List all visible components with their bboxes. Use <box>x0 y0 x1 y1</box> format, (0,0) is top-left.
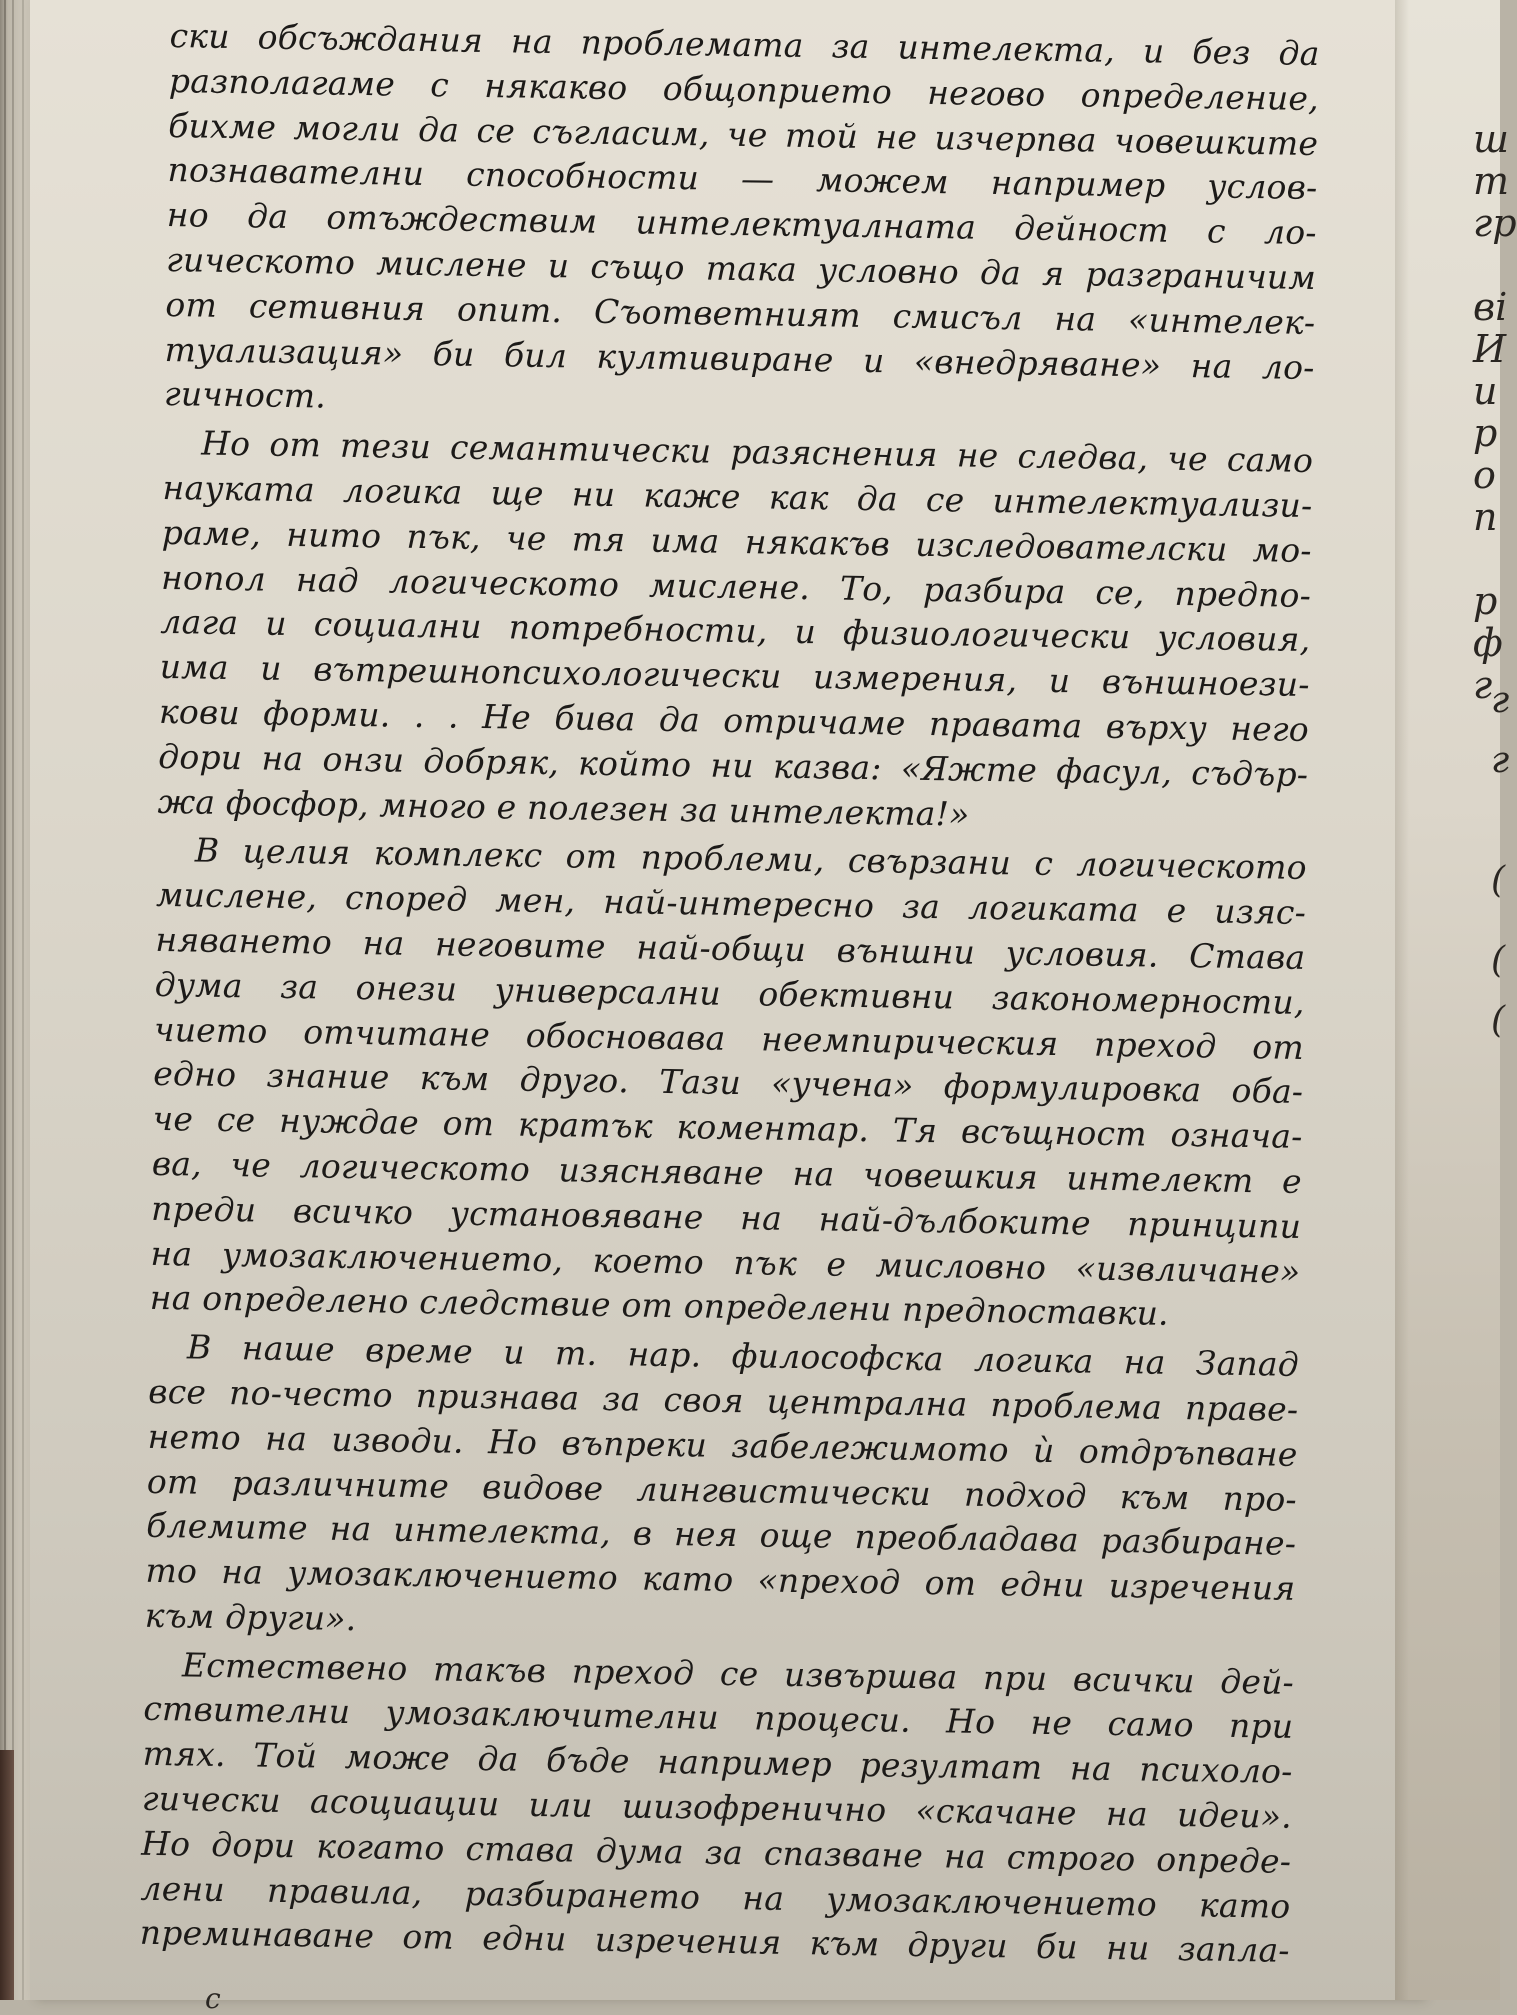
text-line: нето на изводи. Но въпреки забележимото ѝ отдръпване <box>147 1416 1298 1474</box>
page-bottom-fragment: с <box>205 1982 221 2015</box>
facing-page-mark: г <box>1491 680 1510 721</box>
text-line: има и вътрешнопсихологически измерения, и външноези- <box>159 647 1310 705</box>
facing-page-fragment: ф <box>1473 621 1503 665</box>
text-line: от различните видове лингвистически подход към про- <box>146 1461 1298 1519</box>
paragraph-p2 <box>157 421 1313 842</box>
text-line: на умозаключението, което пък е мисловно «извличане» <box>150 1233 1301 1291</box>
facing-page-fragment <box>1473 538 1517 580</box>
facing-page-fragment: гр <box>1473 201 1517 245</box>
text-line: ва, че логическото изясняване на човешкия интелект е <box>151 1143 1303 1201</box>
paragraph-p3 <box>149 828 1307 1339</box>
text-line: гически асоциации или шизофренично «скачане на идеи». <box>141 1778 1293 1836</box>
text-line: на определено следствие от определени предпоставки. <box>149 1278 1170 1334</box>
facing-page-fragment: ш <box>1473 117 1509 161</box>
page-edge-line <box>22 0 24 2000</box>
facing-page <box>1395 0 1517 2000</box>
facing-page-fragment: и <box>1473 369 1498 413</box>
text-line: гическото мислене и също така условно да я разграничим <box>165 239 1317 298</box>
paragraph-p4 <box>144 1325 1299 1657</box>
text-line: едно знание към друго. Тази «учена» формулировка оба- <box>153 1054 1304 1112</box>
text-line: Естествено такъв преход се извършва при всички дей- <box>181 1645 1295 1702</box>
text-line: блемите на интелекта, в нея още преобладава разбиране- <box>145 1506 1297 1564</box>
facing-page-fragment: р <box>1473 579 1498 623</box>
facing-page-fragment: ві <box>1473 285 1508 329</box>
facing-page-mark: ( <box>1491 860 1506 901</box>
book-spine <box>0 1750 14 2000</box>
text-line: тях. Той може да бъде например резултат на психоло- <box>142 1734 1293 1792</box>
facing-page-mark: ( <box>1491 940 1506 981</box>
text-line: Но дори когато става дума за спазване на строго опреде- <box>140 1823 1292 1881</box>
page-edge-line <box>4 0 6 2000</box>
text-line: Но от тези семантически разяснения не следва, че само <box>200 423 1314 481</box>
text-line: то на умозаключението като «преход от едни изречения <box>145 1550 1296 1608</box>
text-line: ствителни умозаключителни процеси. Но не само при <box>143 1689 1294 1747</box>
text-line: раме, нито пък, че тя има някакъв изследователски мо- <box>161 512 1313 570</box>
facing-page-fragment: о <box>1473 453 1496 497</box>
text-line: нопол над логическото мислене. То, разбира се, предпо- <box>160 557 1312 615</box>
facing-page-mark: г <box>1491 740 1510 781</box>
text-line: туализация» би бил култивиране и «внедряване» на ло- <box>164 329 1315 387</box>
text-line: дума за онези универсални обективни закономерности, <box>154 964 1305 1022</box>
paragraph-p1 <box>164 14 1320 435</box>
text-line: чието отчитане обосновава неемпирическия преход от <box>153 1009 1305 1067</box>
text-line: че се нуждае от кратък коментар. Тя всъщност означа- <box>152 1098 1303 1157</box>
text-line: науката логика ще ни каже как да се интелектуализи- <box>162 467 1313 525</box>
text-line: лага и социални потребности, и физиологически условия, <box>160 602 1311 660</box>
facing-page-mark: ( <box>1491 1000 1506 1041</box>
text-line: няването на неговите най-общи външни условия. Става <box>155 919 1306 977</box>
page-text-column <box>139 14 1319 1978</box>
facing-page-fragment: р <box>1473 411 1498 455</box>
page-edge-line <box>12 0 14 2000</box>
facing-page-fragment: т <box>1473 159 1510 203</box>
text-line: разполагаме с някакво общоприето негово определение, <box>168 60 1320 118</box>
text-line: лени правила, разбирането на умозаключението като <box>140 1868 1291 1926</box>
paragraph-p5 <box>139 1642 1294 1974</box>
text-line: дори на онзи добряк, който ни казва: «Яжте фасул, съдър- <box>158 736 1309 794</box>
facing-page-fragment <box>1473 244 1517 286</box>
text-line: В наше време и т. нар. философска логика на Запад <box>186 1327 1300 1385</box>
text-line: познавателни способности — можем например услов- <box>167 150 1318 208</box>
facing-page-fragment: И <box>1473 327 1507 371</box>
facing-page-text-fragments <box>1473 118 1517 706</box>
text-line: все по-често признава за своя централна проблема праве- <box>148 1371 1299 1429</box>
text-line: преди всичко установяване на най-дълбоките принципи <box>150 1188 1302 1246</box>
text-line: от сетивния опит. Съответният смисъл на «интелек- <box>165 284 1316 342</box>
facing-page-fragment: п <box>1473 495 1498 539</box>
text-line: кови форми. . . Не бива да отричаме правата върху него <box>158 691 1310 749</box>
text-line: към други». <box>144 1595 357 1639</box>
text-line: В целия комплекс от проблеми, свързани с логическото <box>194 830 1308 888</box>
facing-page-fragment: г <box>1473 663 1493 707</box>
text-line: преминаване от едни изречения към други би ни запла- <box>139 1913 1291 1971</box>
text-line: мислене, според мен, най-интересно за логиката е изяс- <box>155 875 1307 933</box>
text-line: гичност. <box>163 374 327 416</box>
page-gutter-shadow <box>1395 0 1409 2000</box>
text-line: ски обсъждания на проблемата за интелекта, и без да <box>169 15 1320 74</box>
text-line: бихме могли да се съгласим, че той не изчерпва човешките <box>167 105 1319 163</box>
text-line: жа фосфор, много е полезен за интелекта!» <box>157 781 970 834</box>
text-line: но да отъждествим интелектуалната дейност с ло- <box>166 195 1318 253</box>
